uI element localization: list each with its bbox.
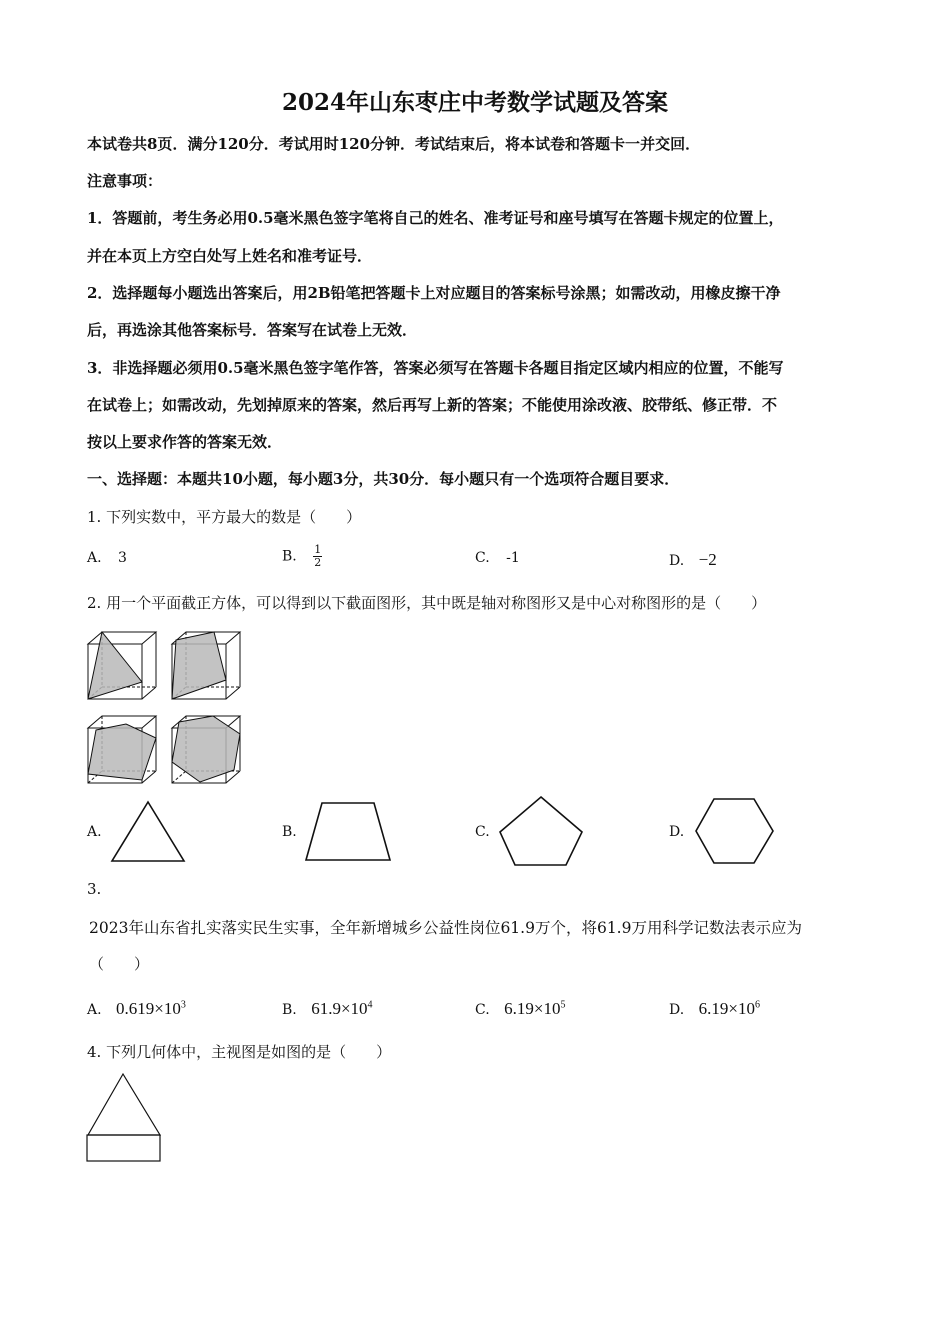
q3-stem: 2023年山东省扎实落实民生实事，全年新增城乡公益性岗位61.9万个，将61.9万用科学记数法表示应为	[89, 919, 802, 937]
option-value	[116, 999, 186, 1018]
option-label: C.	[475, 1002, 490, 1018]
page-title: 2024年山东枣庄中考数学试题及答案	[281, 89, 668, 116]
option-label: B.	[282, 548, 297, 565]
option-label: A.	[87, 550, 102, 566]
q3-option-b[interactable]	[282, 999, 373, 1019]
option-label: B.	[282, 1002, 297, 1018]
fraction-numerator: 1	[314, 543, 322, 556]
q1-option-c[interactable]	[475, 550, 520, 566]
q1-option-b[interactable]	[282, 544, 322, 569]
option-base: 61.9×10	[311, 999, 368, 1018]
option-value	[311, 999, 372, 1018]
option-value: -1	[506, 550, 520, 566]
q4-stem: 4. 下列几何体中，主视图是如图的是（ ）	[87, 1043, 392, 1061]
option-label: D.	[669, 1002, 685, 1018]
notice-line-3: 2．选择题每小题选出答案后，用2B铅笔把答题卡上对应题目的答案标号涂黑；如需改动，用橡皮擦干净	[87, 284, 781, 302]
option-value: 3	[118, 550, 127, 566]
option-exponent: 5	[560, 999, 566, 1011]
option-exponent: 3	[180, 999, 186, 1011]
q3-option-c[interactable]	[475, 999, 565, 1019]
q3-option-d[interactable]	[669, 999, 760, 1019]
notice-line-2: 并在本页上方空白处写上姓名和准考证号．	[87, 247, 373, 265]
q3-stem-paren: （ ）	[89, 955, 150, 973]
fraction	[313, 544, 322, 569]
cube-cross-section-figures	[86, 630, 246, 786]
option-base: 0.619×10	[116, 999, 181, 1018]
q3-number: 3.	[87, 880, 102, 898]
q2-option-c[interactable]: C.	[475, 824, 490, 840]
q3-option-a[interactable]	[87, 999, 186, 1019]
q1-stem: 1. 下列实数中，平方最大的数是（ ）	[87, 508, 362, 526]
option-value	[504, 999, 565, 1018]
intro-text: 本试卷共8页．满分120分．考试用时120分钟．考试结束后，将本试卷和答题卡一并交回．	[87, 135, 701, 153]
option-exponent: 4	[367, 999, 373, 1011]
cube-hexagon-section	[172, 716, 240, 783]
q1-option-a[interactable]	[87, 550, 127, 566]
triangle-shape	[110, 800, 186, 864]
q1-option-d[interactable]	[669, 550, 717, 570]
option-base: 6.19×10	[504, 999, 561, 1018]
q2-option-d[interactable]: D.	[669, 824, 685, 840]
option-exponent: 6	[754, 999, 760, 1011]
notice-line-6: 在试卷上；如需改动，先划掉原来的答案，然后再写上新的答案；不能使用涂改液、胶带纸、修正带．不	[87, 396, 778, 414]
hexagon-shape	[694, 797, 776, 867]
cube-pentagon-section	[88, 716, 156, 783]
trapezoid-shape	[304, 801, 394, 863]
option-base: 6.19×10	[698, 999, 755, 1018]
option-value: −2	[698, 550, 717, 569]
q2-option-b[interactable]: B.	[282, 824, 297, 840]
fraction-denominator: 2	[314, 556, 322, 569]
notice-line-5: 3．非选择题必须用0.5毫米黑色签字笔作答，答案必须写在答题卡各题目指定区域内相应的位置，不能写	[87, 359, 784, 377]
section-heading: 一、选择题：本题共10小题，每小题3分，共30分．每小题只有一个选项符合题目要求．	[87, 470, 680, 488]
pentagon-shape	[498, 795, 584, 869]
option-value	[699, 999, 760, 1018]
notice-line-4: 后，再选涂其他答案标号．答案写在试卷上无效．	[87, 321, 418, 339]
option-label: A.	[87, 1002, 102, 1018]
option-label: D.	[669, 553, 685, 569]
q2-option-a[interactable]: A.	[87, 824, 102, 840]
notice-line-1: 1．答题前，考生务必用0.5毫米黑色签字笔将自己的姓名、准考证号和座号填写在答题卡规定的位置上，	[87, 209, 784, 227]
notice-heading: 注意事项：	[87, 172, 163, 190]
cube-trapezoid-section	[172, 632, 240, 699]
option-label: C.	[475, 550, 490, 566]
notice-line-7: 按以上要求作答的答案无效．	[87, 433, 283, 451]
cube-triangle-section	[88, 632, 156, 699]
q2-stem: 2. 用一个平面截正方体，可以得到以下截面图形，其中既是轴对称图形又是中心对称图形的是（ ）	[87, 594, 767, 612]
front-view-figure	[86, 1072, 162, 1164]
